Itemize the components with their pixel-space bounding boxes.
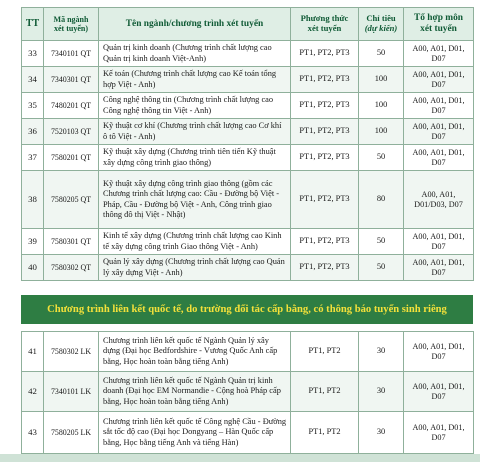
table-row bbox=[22, 41, 474, 67]
row-method: PT1, PT2, PT3 bbox=[291, 255, 359, 281]
row-quota: 30 bbox=[359, 412, 404, 454]
intl-table-body bbox=[22, 332, 474, 454]
row-quota: 50 bbox=[359, 229, 404, 255]
row-code: 7340101 QT bbox=[44, 41, 99, 67]
row-method: PT1, PT2, PT3 bbox=[291, 119, 359, 145]
col-header-combo: Tổ hợp môn xét tuyển bbox=[404, 8, 474, 41]
row-program-name: Kế toán (Chương trình chất lượng cao Kế toán tổng hợp Việt - Anh) bbox=[99, 67, 291, 93]
col-header-quota bbox=[359, 8, 404, 41]
row-program-name: Chương trình liên kết quốc tế Ngành Quản lý xây dựng (Đại học Bedfordshire - Vương Quốc Anh cấp bằng, Học hoàn toàn bằng tiếng Anh) bbox=[99, 332, 291, 372]
admission-table bbox=[21, 7, 474, 281]
col-header-method: Phương thức xét tuyển bbox=[291, 8, 359, 41]
row-combo: A00, A01, D01/D03, D07 bbox=[404, 171, 474, 229]
bottom-strip bbox=[0, 454, 480, 462]
row-code: 7340101 LK bbox=[44, 372, 99, 412]
row-combo: A00, A01, D01, D07 bbox=[404, 119, 474, 145]
row-code: 7580302 QT bbox=[44, 255, 99, 281]
row-number: 33 bbox=[22, 41, 44, 67]
intl-program-table bbox=[21, 331, 474, 454]
row-code: 7480201 QT bbox=[44, 93, 99, 119]
row-program-name: Chương trình liên kết quốc tế Công nghệ Cầu - Đường sắt tốc độ cao (Đại học Dongyang – Hàn Quốc cấp bằng, Học bằng tiếng Anh và tiếng Hàn) bbox=[99, 412, 291, 454]
row-quota: 50 bbox=[359, 41, 404, 67]
row-number: 39 bbox=[22, 229, 44, 255]
row-number: 40 bbox=[22, 255, 44, 281]
row-program-name: Kỹ thuật cơ khí (Chương trình chất lượng cao Cơ khí ô tô Việt - Anh) bbox=[99, 119, 291, 145]
table-row bbox=[22, 67, 474, 93]
row-combo: A00, A01, D01, D07 bbox=[404, 372, 474, 412]
row-code: 7340301 QT bbox=[44, 67, 99, 93]
row-number: 36 bbox=[22, 119, 44, 145]
row-combo: A00, A01, D01, D07 bbox=[404, 332, 474, 372]
row-method: PT1, PT2, PT3 bbox=[291, 93, 359, 119]
row-combo: A00, A01, D01, D07 bbox=[404, 255, 474, 281]
table-row bbox=[22, 412, 474, 454]
row-method: PT1, PT2, PT3 bbox=[291, 229, 359, 255]
table-row bbox=[22, 93, 474, 119]
table-row bbox=[22, 145, 474, 171]
row-quota: 50 bbox=[359, 255, 404, 281]
row-quota: 50 bbox=[359, 145, 404, 171]
row-program-name: Chương trình liên kết quốc tế Ngành Quản trị kinh doanh (Đại học EM Normandie - Cộng hoà Pháp cấp bằng, Học hoàn toàn bằng tiếng Anh) bbox=[99, 372, 291, 412]
table-row bbox=[22, 119, 474, 145]
table-row bbox=[22, 255, 474, 281]
table-header-row bbox=[22, 8, 474, 41]
row-method: PT1, PT2, PT3 bbox=[291, 41, 359, 67]
row-method: PT1, PT2, PT3 bbox=[291, 171, 359, 229]
row-number: 41 bbox=[22, 332, 44, 372]
row-program-name: Quản trị kinh doanh (Chương trình chất lượng cao Quản trị kinh doanh Việt-Anh) bbox=[99, 41, 291, 67]
row-code: 7580205 LK bbox=[44, 412, 99, 454]
row-program-name: Kinh tế xây dựng (Chương trình chất lượng cao Kinh tế xây dựng công trình Giao thông Việt - Anh) bbox=[99, 229, 291, 255]
row-method: PT1, PT2 bbox=[291, 412, 359, 454]
row-combo: A00, A01, D01, D07 bbox=[404, 41, 474, 67]
row-quota: 100 bbox=[359, 119, 404, 145]
row-method: PT1, PT2 bbox=[291, 332, 359, 372]
row-code: 7580205 QT bbox=[44, 171, 99, 229]
row-program-name: Công nghệ thông tin (Chương trình chất lượng cao Công nghệ thông tin Việt - Anh) bbox=[99, 93, 291, 119]
row-program-name: Quản lý xây dựng (Chương trình chất lượng cao Quản lý xây dựng Việt - Anh) bbox=[99, 255, 291, 281]
col-header-tt: TT bbox=[22, 8, 44, 41]
row-number: 38 bbox=[22, 171, 44, 229]
col-header-code: Mã ngành xét tuyển) bbox=[44, 8, 99, 41]
row-quota: 80 bbox=[359, 171, 404, 229]
row-number: 34 bbox=[22, 67, 44, 93]
row-quota: 100 bbox=[359, 93, 404, 119]
row-number: 42 bbox=[22, 372, 44, 412]
row-code: 7580201 QT bbox=[44, 145, 99, 171]
row-code: 7580301 QT bbox=[44, 229, 99, 255]
row-number: 35 bbox=[22, 93, 44, 119]
row-combo: A00, A01, D01, D07 bbox=[404, 145, 474, 171]
intl-program-banner: Chương trình liên kết quốc tế, do trường đối tác cấp bằng, có thông báo tuyển sinh riêng bbox=[21, 295, 473, 324]
row-number: 43 bbox=[22, 412, 44, 454]
col-header-quota-main: Chỉ tiêu bbox=[366, 13, 396, 24]
row-method: PT1, PT2, PT3 bbox=[291, 145, 359, 171]
row-combo: A00, A01, D01, D07 bbox=[404, 412, 474, 454]
table-body bbox=[22, 41, 474, 281]
table-row bbox=[22, 372, 474, 412]
row-program-name: Kỹ thuật xây dựng công trình giao thông (gồm các Chương trình chất lượng cao: Cầu - Đường bộ Việt - Pháp, Cầu - Đường bộ Việt - Anh, Công trình giao thông đô thị Việt - Nhật) bbox=[99, 171, 291, 229]
row-quota: 30 bbox=[359, 372, 404, 412]
row-method: PT1, PT2, PT3 bbox=[291, 67, 359, 93]
row-number: 37 bbox=[22, 145, 44, 171]
row-quota: 100 bbox=[359, 67, 404, 93]
row-program-name: Kỹ thuật xây dựng (Chương trình tiên tiến Kỹ thuật xây dựng công trình giao thông) bbox=[99, 145, 291, 171]
col-header-name: Tên ngành/chương trình xét tuyển bbox=[99, 8, 291, 41]
row-combo: A00, A01, D01, D07 bbox=[404, 229, 474, 255]
row-code: 7520103 QT bbox=[44, 119, 99, 145]
row-quota: 30 bbox=[359, 332, 404, 372]
row-combo: A00, A01, D01, D07 bbox=[404, 93, 474, 119]
table-row bbox=[22, 332, 474, 372]
row-combo: A00, A01, D01, D07 bbox=[404, 67, 474, 93]
row-method: PT1, PT2 bbox=[291, 372, 359, 412]
col-header-quota-sub: (dự kiến) bbox=[364, 23, 398, 33]
row-code: 7580302 LK bbox=[44, 332, 99, 372]
table-row bbox=[22, 229, 474, 255]
table-row bbox=[22, 171, 474, 229]
